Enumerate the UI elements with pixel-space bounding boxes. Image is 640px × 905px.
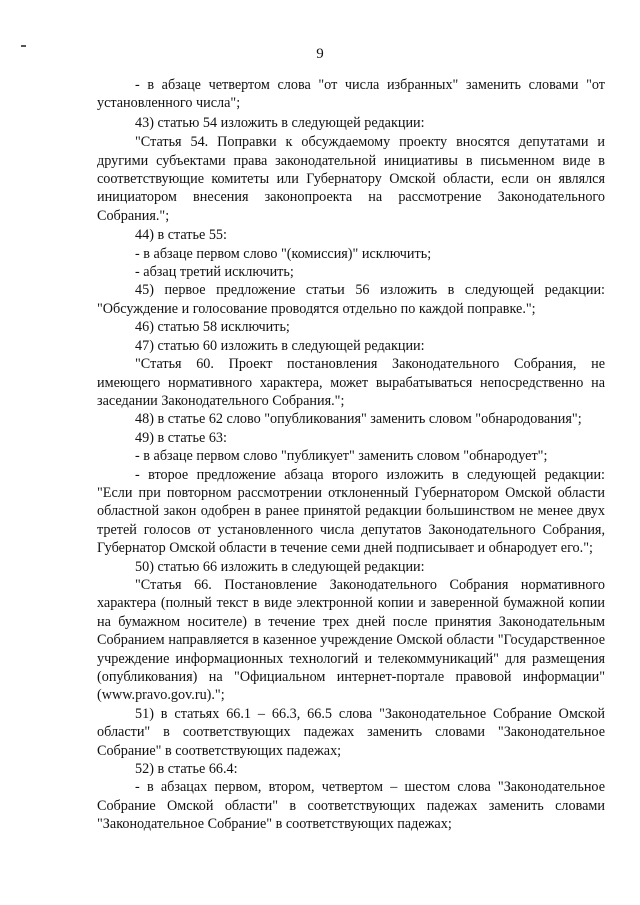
paragraph-12: 49) в статье 63: bbox=[135, 429, 227, 446]
paragraph-14: - второе предложение абзаца второго изложить в следующей редакции: "Если при повторном рассмотрении отклоненный Губернатором Омской области областной закон одобрен в ранее принятой редакции большинством не менее двух третей голосов от установленного числа депутатов Законодательного Собрания, Губернатор Омской области в течение семи дней подписывает и обнародует его."; bbox=[97, 466, 605, 557]
paragraph-18: 52) в статье 66.4: bbox=[135, 761, 238, 778]
paragraph-3: "Статья 54. Поправки к обсуждаемому проекту вносятся депутатами и другими субъектами права законодательной инициативы в письменном виде в соответствующие комитеты или Губернатору Омской области, если он являлся инициатором внесения законопроекта на рассмотрение Законодательного Собрания."; bbox=[97, 134, 605, 224]
paragraph-10: "Статья 60. Проект постановления Законодательного Собрания, не имеющего нормативного характера, может вырабатываться непосредственно на заседании Законодательного Собрания."; bbox=[97, 356, 605, 409]
document-body bbox=[97, 76, 605, 834]
paragraph-19: - в абзацах первом, втором, четвертом – шестом слова "Законодательное Собрание Омской области" в соответствующих падежах заменить словами "Законодательное Собрание" в соответствующих падежах; bbox=[97, 779, 605, 833]
paragraph-11: 48) в статье 62 слово "опубликования" заменить словом "обнародования"; bbox=[135, 411, 582, 428]
paragraph-13: - в абзаце первом слово "публикует" заменить словом "обнародует"; bbox=[135, 448, 548, 465]
paragraph-16: "Статья 66. Постановление Законодательного Собрания нормативного характера (полный текст в виде электронной копии и заверенной бумажной копии на бумажном носителе) в течение трех дней после принятия Законодательным Собранием направляется в казенное учреждение Омской области "Государственное учреждение информационных технологий и телекоммуникаций" для размещения (опубликования) на "Официальном интернет-портале правовой информации" (www.pravo.gov.ru)."; bbox=[97, 576, 605, 704]
paragraph-5: - в абзаце первом слово "(комиссия)" исключить; bbox=[135, 245, 432, 262]
paragraph-17: 51) в статьях 66.1 – 66.3, 66.5 слова "Законодательное Собрание Омской области" в соответствующих падежах заменить словами "Законодательное Собрание" в соответствующих падежах; bbox=[97, 705, 605, 759]
paragraph-2: 43) статью 54 изложить в следующей редакции: bbox=[135, 114, 425, 131]
page-number: 9 bbox=[316, 46, 324, 62]
paragraph-9: 47) статью 60 изложить в следующей редакции: bbox=[135, 337, 425, 354]
paragraph-8: 46) статью 58 исключить; bbox=[135, 319, 290, 336]
paragraph-15: 50) статью 66 изложить в следующей редакции: bbox=[135, 558, 425, 575]
paragraph-6: - абзац третий исключить; bbox=[135, 264, 294, 281]
paragraph-4: 44) в статье 55: bbox=[135, 227, 227, 244]
paragraph-7: 45) первое предложение статьи 56 изложить в следующей редакции: "Обсуждение и голосование проводятся отдельно по каждой поправке."; bbox=[97, 282, 605, 317]
paragraph-1: - в абзаце четвертом слова "от числа избранных" заменить словами "от установленного числа"; bbox=[97, 77, 605, 112]
